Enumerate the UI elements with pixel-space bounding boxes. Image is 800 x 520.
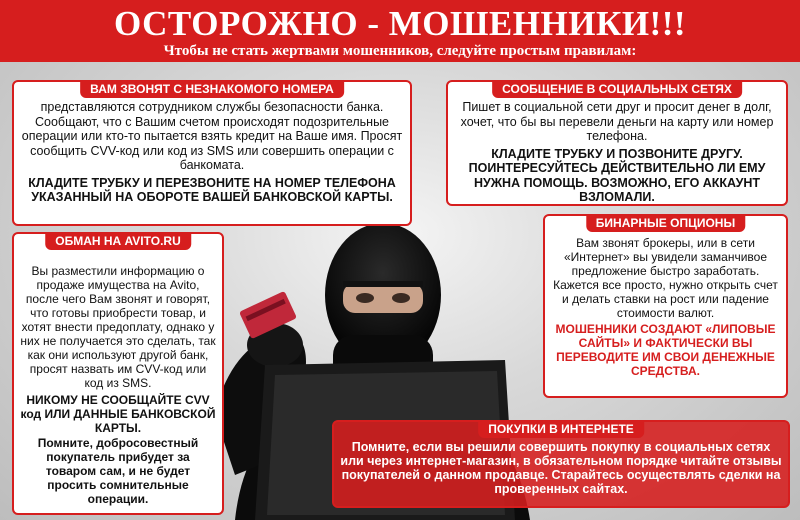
- box-internet-purchases: [332, 420, 790, 508]
- box-title: ОБМАН НА AVITO.RU: [45, 232, 191, 250]
- box-text: Вам звонят брокеры, или в сети «Интернет» вы увидели заманчивое предложение быстро заработать. Кажется все просто, нужно открыть счет и делать ставки на рост или падение стоимости валют.: [553, 236, 778, 320]
- box-text: Пишет в социальной сети друг и просит денег в долг, хочет, что бы вы перевели деньги на карту или номер телефона.: [460, 100, 774, 143]
- box-body: [20, 100, 404, 205]
- box-body: [454, 100, 780, 205]
- page-subtitle: Чтобы не стать жертвами мошенников, следуйте простым правилам:: [163, 43, 637, 59]
- box-title: БИНАРНЫЕ ОПЦИОНЫ: [586, 214, 745, 232]
- box-warning: КЛАДИТЕ ТРУБКУ И ПОЗВОНИТЕ ДРУГУ. ПОИНТЕРЕСУЙТЕСЬ ДЕЙСТВИТЕЛЬНО ЛИ ЕМУ НУЖНА ПОМОЩЬ. ВОЗМОЖНО, ЕГО АККАУНТ ВЗЛОМАЛИ.: [468, 146, 766, 204]
- box-body: [20, 264, 216, 506]
- box-social-networks: [446, 80, 788, 206]
- box-unknown-number: [12, 80, 412, 226]
- box-avito-fraud: [12, 232, 224, 515]
- box-text: Помните, если вы решили совершить покупку в социальных сетях или через интернет-магазин, в обязательном порядке читайте отзывы покупателей о данном продавце. Старайтесь осуществлять сделки на проверенных сайтах.: [340, 440, 782, 496]
- box-warning: НИКОМУ НЕ СООБЩАЙТЕ CVV код ИЛИ ДАННЫЕ БАНКОВСКОЙ КАРТЫ.: [20, 393, 216, 435]
- box-text: Вы разместили информацию о продаже имущества на Avito, после чего Вам звонят и говорят, что готовы приобрести товар, и хотят внести предоплату, однако у них не получается это сделать, так как они используют другой банк, просят назвать им CVV-код или код из SMS.: [20, 264, 216, 390]
- box-warning: МОШЕННИКИ СОЗДАЮТ «ЛИПОВЫЕ САЙТЫ» И ФАКТИЧЕСКИ ВЫ ПЕРЕВОДИТЕ ИМ СВОИ ДЕНЕЖНЫЕ СРЕДСТВА.: [555, 322, 776, 378]
- header-banner: [0, 0, 800, 62]
- box-binary-options: [543, 214, 788, 398]
- box-text: представляются сотрудником службы безопасности банка. Сообщают, что с Вашим счетом происходят подозрительные операции или кто-то пытается взять кредит на Ваше имя. Просят сообщить CVV-код или код из SMS или совершить операции с банкомата.: [21, 100, 403, 172]
- box-warning: КЛАДИТЕ ТРУБКУ И ПЕРЕЗВОНИТЕ НА НОМЕР ТЕЛЕФОНА УКАЗАННЫЙ НА ОБОРОТЕ ВАШЕЙ БАНКОВСКОЙ КАРТЫ.: [28, 175, 396, 204]
- box-title: ПОКУПКИ В ИНТЕРНЕТЕ: [478, 420, 644, 438]
- box-note: Помните, добросовестный покупатель прибудет за товаром сам, и не будет просить сомнительные операции.: [37, 436, 199, 506]
- box-title: ВАМ ЗВОНЯТ С НЕЗНАКОМОГО НОМЕРА: [80, 80, 344, 98]
- box-body: [551, 236, 780, 378]
- box-title: СООБЩЕНИЕ В СОЦИАЛЬНЫХ СЕТЯХ: [492, 80, 742, 98]
- box-body: [340, 440, 782, 496]
- page-title: ОСТОРОЖНО - МОШЕННИКИ!!!: [113, 4, 687, 43]
